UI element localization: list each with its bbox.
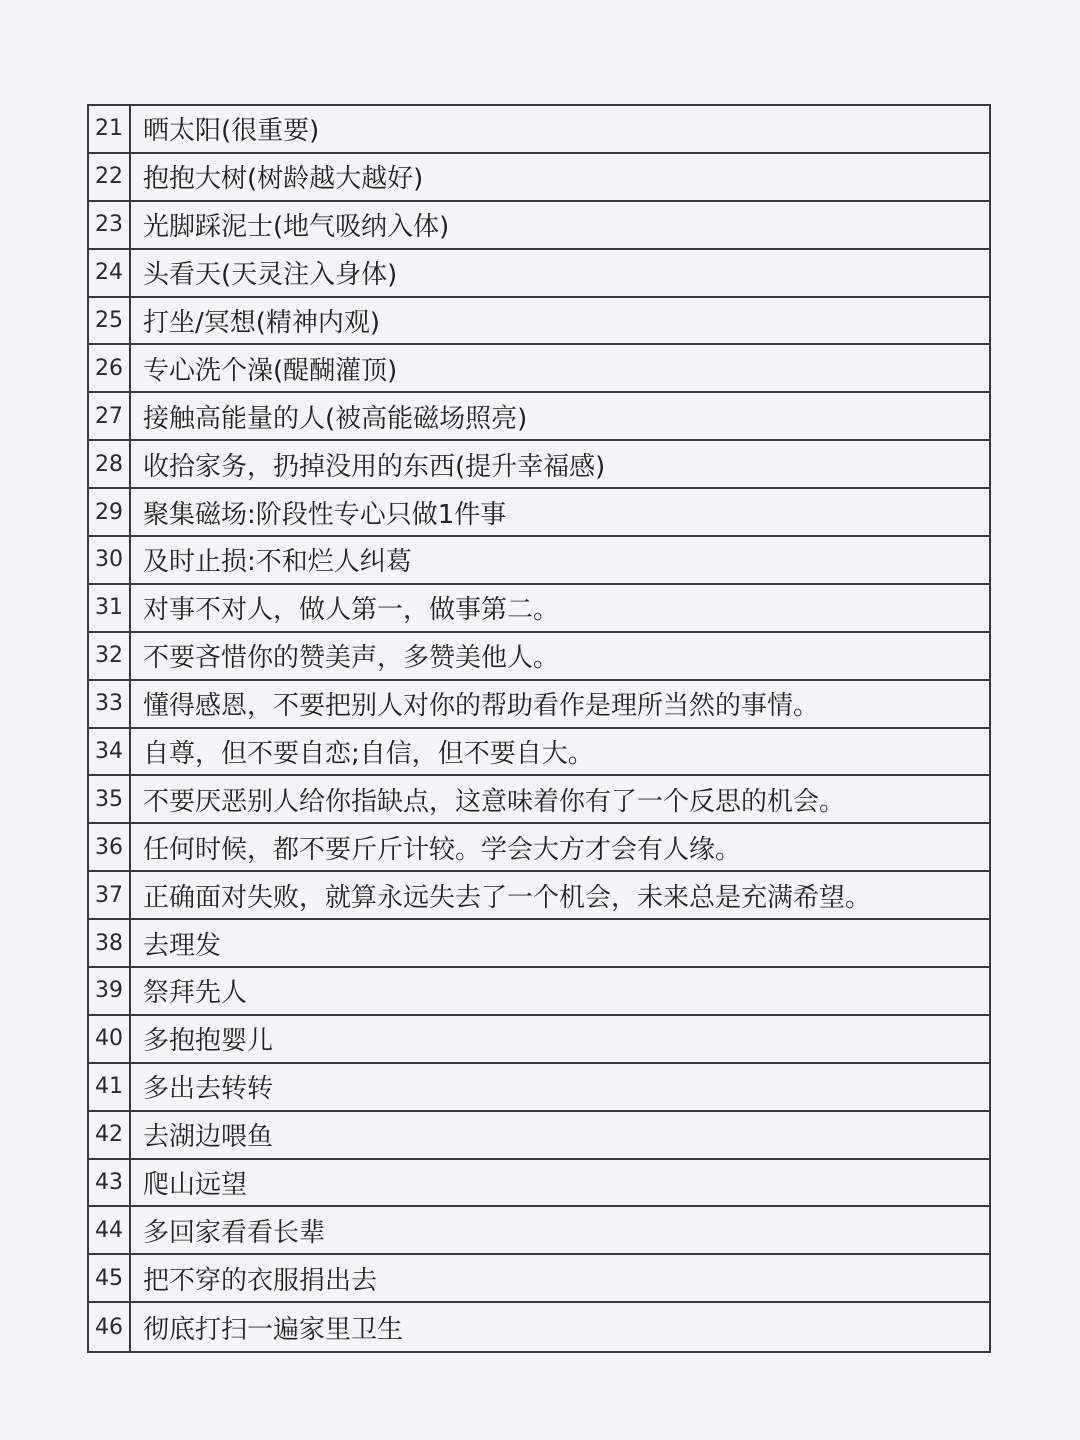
row-number: 44: [89, 1207, 131, 1253]
table-row: [89, 345, 989, 393]
row-number: 28: [89, 441, 131, 487]
row-number: 25: [89, 298, 131, 344]
row-text: 收拾家务，扔掉没用的东西(提升幸福感): [143, 451, 606, 482]
row-number: 21: [89, 106, 131, 152]
row-text: 去理发: [143, 930, 222, 961]
table-row: [89, 106, 989, 154]
table-row: [89, 441, 989, 489]
row-number: 41: [89, 1064, 131, 1110]
row-number: 43: [89, 1160, 131, 1206]
row-number: 29: [89, 489, 131, 535]
row-text: 不要厌恶别人给你指缺点，这意味着你有了一个反思的机会。: [143, 786, 846, 817]
table-row: [89, 1064, 989, 1112]
row-text: 祭拜先人: [143, 978, 248, 1009]
row-number: 36: [89, 824, 131, 870]
table-row: [89, 1303, 989, 1351]
row-text: 光脚踩泥士(地气吸纳入体): [143, 212, 450, 243]
table-row: [89, 585, 989, 633]
table-row: [89, 729, 989, 777]
row-number: 39: [89, 968, 131, 1014]
list-table: [87, 104, 991, 1353]
row-number: 31: [89, 585, 131, 631]
row-number: 40: [89, 1016, 131, 1062]
row-number: 42: [89, 1112, 131, 1158]
row-text: 多抱抱婴儿: [143, 1026, 274, 1057]
row-text: 接触高能量的人(被高能磁场照亮): [143, 403, 528, 434]
table-row: [89, 1160, 989, 1208]
row-text: 抱抱大树(树龄越大越好): [143, 164, 424, 195]
table-row: [89, 1016, 989, 1064]
table-row: [89, 681, 989, 729]
row-text: 多出去转转: [143, 1074, 274, 1105]
table-row: [89, 250, 989, 298]
table-row: [89, 776, 989, 824]
row-text: 自尊，但不要自恋;自信，但不要自大。: [143, 739, 594, 770]
row-number: 35: [89, 776, 131, 822]
table-row: [89, 824, 989, 872]
table-row: [89, 920, 989, 968]
row-text: 打坐/冥想(精神内观): [143, 308, 381, 338]
row-text: 把不穿的衣服捐出去: [143, 1265, 378, 1296]
table-row: [89, 872, 989, 920]
row-number: 37: [89, 872, 131, 918]
row-text: 晒太阳(很重要): [143, 116, 320, 147]
table-row: [89, 1255, 989, 1303]
row-number: 45: [89, 1255, 131, 1301]
row-number: 38: [89, 920, 131, 966]
table-row: [89, 1207, 989, 1255]
row-number: 46: [89, 1303, 131, 1351]
row-text: 多回家看看长辈: [143, 1217, 326, 1248]
table-row: [89, 1112, 989, 1160]
row-number: 32: [89, 633, 131, 679]
row-text: 正确面对失败，就算永远失去了一个机会，未来总是充满希望。: [143, 882, 872, 913]
row-text: 去湖边喂鱼: [143, 1122, 274, 1153]
row-text: 对事不对人，做人第一，做事第二。: [143, 595, 560, 626]
row-text: 头看天(天灵注入身体): [143, 260, 398, 291]
table-row: [89, 202, 989, 250]
row-number: 27: [89, 393, 131, 439]
row-number: 26: [89, 345, 131, 391]
row-number: 30: [89, 537, 131, 583]
table-row: [89, 489, 989, 537]
row-text: 专心洗个澡(醍醐灌顶): [143, 355, 398, 386]
row-text: 及时止损:不和烂人纠葛: [143, 547, 412, 578]
table-row: [89, 968, 989, 1016]
row-number: 24: [89, 250, 131, 296]
table-row: [89, 633, 989, 681]
row-number: 23: [89, 202, 131, 248]
table-row: [89, 154, 989, 202]
table-row: [89, 537, 989, 585]
row-text: 懂得感恩，不要把别人对你的帮助看作是理所当然的事情。: [143, 691, 820, 722]
row-number: 33: [89, 681, 131, 727]
row-text: 聚集磁场:阶段性专心只做1件事: [143, 499, 507, 530]
row-text: 爬山远望: [143, 1170, 248, 1201]
table-row: [89, 393, 989, 441]
row-text: 任何时候，都不要斤斤计较。学会大方才会有人缘。: [143, 834, 742, 865]
row-text: 不要吝惜你的赞美声，多赞美他人。: [143, 643, 560, 674]
row-number: 34: [89, 729, 131, 775]
table-row: [89, 298, 989, 346]
row-number: 22: [89, 154, 131, 200]
row-text: 彻底打扫一遍家里卫生: [143, 1314, 404, 1345]
